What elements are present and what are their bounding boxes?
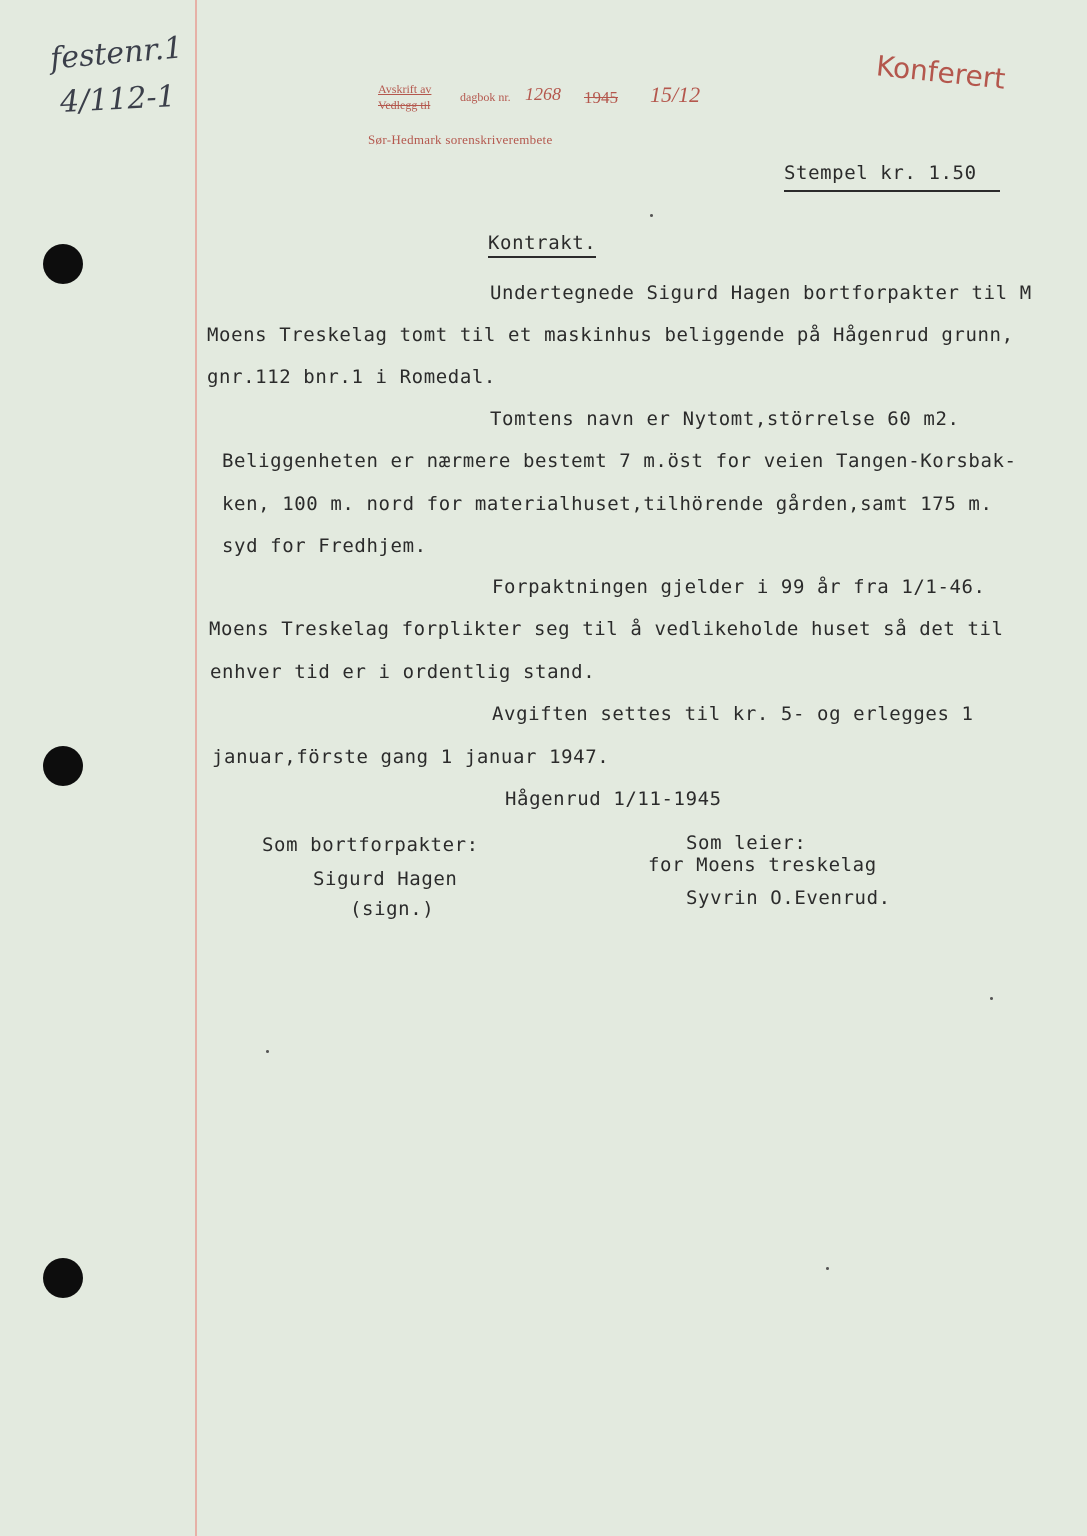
body-line: ken, 100 m. nord for materialhuset,tilhörende gården,samt 175 m.	[222, 493, 993, 515]
ink-speck	[826, 1267, 829, 1270]
document-title: Kontrakt.	[488, 232, 596, 258]
pencil-note-line2: 4/112-1	[59, 78, 177, 121]
body-line: Tomtens navn er Nytomt,störrelse 60 m2.	[490, 408, 960, 430]
body-line: enhver tid er i ordentlig stand.	[210, 661, 596, 683]
body-line: syd for Fredhjem.	[222, 535, 427, 557]
place-date: Hågenrud 1/11-1945	[505, 788, 722, 810]
body-line: Beliggenheten er nærmere bestemt 7 m.öst for veien Tangen-Korsbak-	[222, 450, 1017, 472]
stamp-handwritten-date: 15/12	[650, 82, 701, 107]
pencil-note-line1: festenr.1	[48, 30, 185, 77]
lessee-name: Syvrin O.Evenrud.	[686, 887, 891, 909]
body-line: Forpaktningen gjelder i 99 år fra 1/1-46.	[492, 576, 986, 598]
lessor-role: Som bortforpakter:	[262, 834, 479, 856]
stamp-avskrift: Avskrift av	[378, 82, 432, 96]
stamp-dagbok-number: 1268	[525, 84, 561, 104]
ink-speck	[650, 214, 653, 217]
ink-speck	[990, 997, 993, 1000]
red-margin-rule	[195, 0, 197, 1536]
body-line: gnr.112 bnr.1 i Romedal.	[207, 366, 496, 388]
stempel-fee: Stempel kr. 1.50	[784, 162, 1000, 192]
lessor-signed: (sign.)	[350, 898, 435, 920]
lessor-name: Sigurd Hagen	[313, 868, 458, 890]
body-line: Undertegnede Sigurd Hagen bortforpakter til M	[490, 282, 1032, 304]
konferert-stamp: Konferert	[874, 49, 1007, 96]
lessee-role: Som leier:	[686, 832, 807, 854]
punch-hole-middle	[43, 746, 83, 786]
body-line: Avgiften settes til kr. 5- og erlegges 1	[492, 703, 974, 725]
punch-hole-top	[43, 244, 83, 284]
stamp-office: Sør-Hedmark sorenskriverembete	[368, 132, 553, 147]
stamp-dagbok: dagbok nr.	[460, 90, 511, 104]
body-line: januar,förste gang 1 januar 1947.	[212, 746, 610, 768]
body-line: Moens Treskelag tomt til et maskinhus beliggende på Hågenrud grunn,	[207, 324, 1014, 346]
ink-speck	[266, 1050, 269, 1053]
stamp-year: 1945	[584, 88, 618, 107]
stamp-vedlegg: Vedlegg til	[378, 98, 431, 112]
punch-hole-bottom	[43, 1258, 83, 1298]
body-line: Moens Treskelag forplikter seg til å vedlikeholde huset så det til	[209, 618, 1004, 640]
lessee-org: for Moens treskelag	[648, 854, 877, 876]
